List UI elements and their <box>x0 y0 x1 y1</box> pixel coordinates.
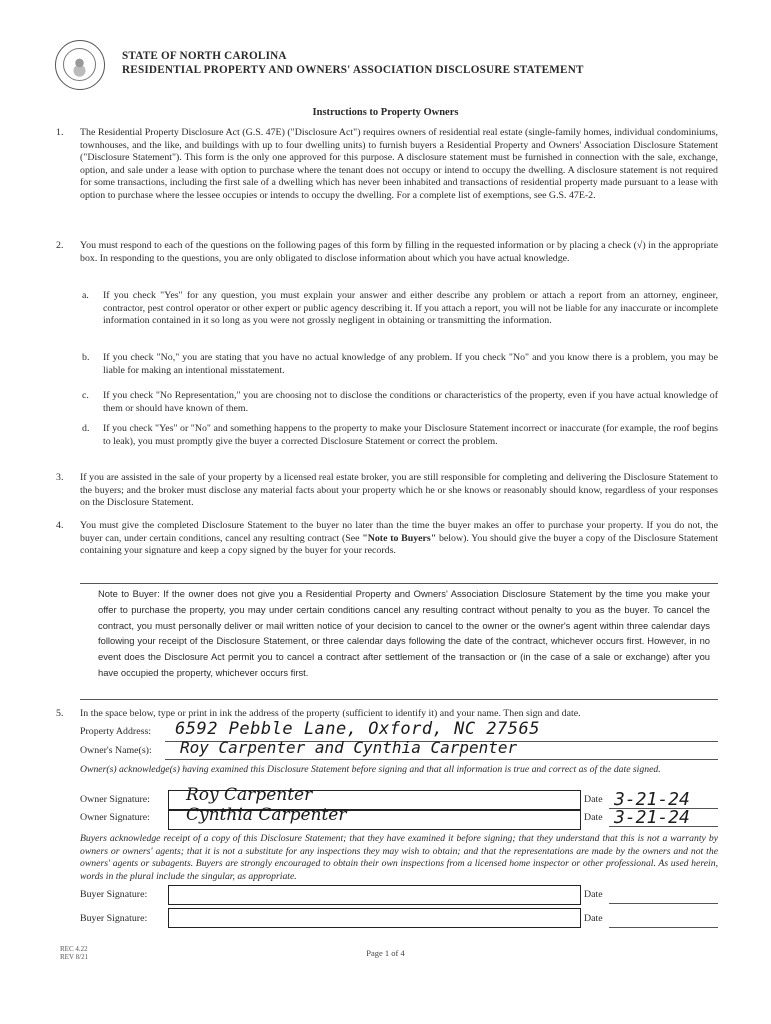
item-number: 3. <box>56 472 64 483</box>
instructions-title: Instructions to Property Owners <box>312 107 459 118</box>
date-label: Date <box>584 889 603 900</box>
instruction-item-2: You must respond to each of the questions on the following pages of this form by filling in the requested information or by placing a check (√) in the appropriate box. In responding to the questions, you are only obligated to disclose information about which you have actual knowledge. <box>80 240 718 264</box>
buyer-acknowledgement: Buyers acknowledge receipt of a copy of this Disclosure Statement; that they have examined it before signing; that they understand that this is not a warranty by owners or owners' agents; that it is not a substitute for any inspections they may wish to obtain; and that the representations are made by the owners and not the owners' agents or subagents. Buyers are strongly encouraged to obtain their own inspections from a licensed home inspector or other professional. As used herein, words in the plural include the singular, as appropriate. <box>80 833 718 882</box>
instruction-item-1: The Residential Property Disclosure Act (G.S. 47E) ("Disclosure Act") requires owners of residential real estate (single-family homes, individual condominiums, townhouses, and the like, and buildings with up to four dwelling units) to furnish buyers a Residential Property and Owners' Association Disclosure Statement ("Disclosure Statement"). This form is the only one approved for this purpose. A disclosure statement must be furnished in connection with the sale, exchange, option, and sale under a lease with option to purchase where the tenant does not occupy or intend to occupy the dwelling. A disclosure statement is not required for some transactions, including the first sale of a dwelling which has never been inhabited and transactions of residential property made pursuant to a lease with option to purchase where the lessee occupies or intends to occupy the dwelling. For a complete list of exemptions, see G.S. 47E-2. <box>80 127 718 201</box>
owner-signature-2[interactable]: Cynthia Carpenter <box>186 805 347 825</box>
item-number: 4. <box>56 520 64 531</box>
divider <box>80 699 718 700</box>
instruction-item-3: If you are assisted in the sale of your property by a licensed real estate broker, you are still responsible for completing and delivering the Disclosure Statement to the buyers; and the broker must disclose any material facts about your property which he or she knows or reasonably should know, regardless of your responses on the Disclosure Statement. <box>80 472 718 509</box>
owner-date-1[interactable]: 3-21-24 <box>614 789 690 810</box>
date-label: Date <box>584 794 603 805</box>
item-letter: d. <box>82 423 90 434</box>
date-line[interactable] <box>609 903 718 904</box>
owner-signature-label: Owner Signature: <box>80 794 150 805</box>
item-number: 5. <box>56 708 64 719</box>
item-number: 1. <box>56 127 64 138</box>
form-revision: REV 8/21 <box>60 953 89 961</box>
page-number: Page 1 of 4 <box>366 948 405 958</box>
section-5-instruction: In the space below, type or print in ink the address of the property (sufficient to identify it) and your name. Then sign and date. <box>80 708 581 719</box>
form-title: RESIDENTIAL PROPERTY AND OWNERS' ASSOCIATION DISCLOSURE STATEMENT <box>122 64 584 76</box>
item-4-text-start: You must give the completed Disclosure Statement to the buyer no later than the time the buyer makes an offer to purchase your property. If you do not, the buyer can, under certain conditions, cancel any resulting contract (See <box>80 520 718 544</box>
note-to-buyer: Note to Buyer: If the owner does not give you a Residential Property and Owners' Association Disclosure Statement by the time you make your offer to purchase the property, you may under certain conditions cancel any resulting contract without penalty to you as the buyer. To cancel the contract, you must personally deliver or mail written notice of your decision to cancel to the owner or the owner's agent within three calendar days following your receipt of the Disclosure Statement, or three calendar days following the date of the contract, whichever occurs first. However, in no event does the Disclosure Act permit you to cancel a contract after settlement of the transaction or (in the case of a sale or exchange) after you have occupied the property, whichever occurs first. <box>98 588 710 678</box>
property-address-label: Property Address: <box>80 726 152 737</box>
state-seal-icon <box>55 40 105 90</box>
owner-names-label: Owner's Name(s): <box>80 745 152 756</box>
date-line[interactable] <box>609 927 718 928</box>
item-number: 2. <box>56 240 64 251</box>
buyer-signature-box[interactable] <box>168 908 581 928</box>
instruction-item-2c: If you check "No Representation," you are choosing not to disclose the conditions or characteristics of the property, even if you have actual knowledge of them or should have known of them. <box>103 390 718 414</box>
instruction-item-2a: If you check "Yes" for any question, you must explain your answer and either describe any problem or attach a report from an attorney, engineer, contractor, pest control operator or other expert or public agency describing it. If you attach a report, you will not be liable for any inaccurate or incomplete information contained in it so long as you were not grossly negligent in obtaining or transmitting the information. <box>103 290 718 327</box>
buyer-signature-label: Buyer Signature: <box>80 913 148 924</box>
buyer-signature-box[interactable] <box>168 885 581 905</box>
owner-date-2[interactable]: 3-21-24 <box>614 807 690 828</box>
instruction-item-4 <box>80 520 718 558</box>
owner-signature-1[interactable]: Roy Carpenter <box>186 785 313 805</box>
state-heading: STATE OF NORTH CAROLINA <box>122 50 287 62</box>
owner-names-field[interactable]: Roy Carpenter and Cynthia Carpenter <box>180 738 518 757</box>
date-label: Date <box>584 913 603 924</box>
buyer-signature-label: Buyer Signature: <box>80 889 148 900</box>
property-address-field[interactable]: 6592 Pebble Lane, Oxford, NC 27565 <box>175 719 540 739</box>
divider <box>80 583 718 584</box>
item-letter: b. <box>82 352 90 363</box>
item-4-bold: "Note to Buyers" <box>362 532 437 544</box>
owner-names-line <box>165 759 718 760</box>
instruction-item-2b: If you check "No," you are stating that you have no actual knowledge of any problem. If you check "No" and you know there is a problem, you may be liable for making an intentional misstatement. <box>103 352 718 376</box>
owner-acknowledgement: Owner(s) acknowledge(s) having examined this Disclosure Statement before signing and that all information is true and correct as of the date signed. <box>80 764 661 775</box>
item-4-text-end: below). You should give the buyer a copy of the Disclosure Statement containing your signature and keep a copy signed by the buyer for your records. <box>80 532 718 557</box>
form-code: REC 4.22 <box>60 945 88 953</box>
instruction-item-2d: If you check "Yes" or "No" and something happens to the property to make your Disclosure Statement incorrect or inaccurate (for example, the roof begins to leak), you must promptly give the buyer a corrected Disclosure Statement or correct the problem. <box>103 423 718 447</box>
date-label: Date <box>584 812 603 823</box>
item-letter: a. <box>82 290 89 301</box>
owner-signature-label: Owner Signature: <box>80 812 150 823</box>
item-letter: c. <box>82 390 89 401</box>
